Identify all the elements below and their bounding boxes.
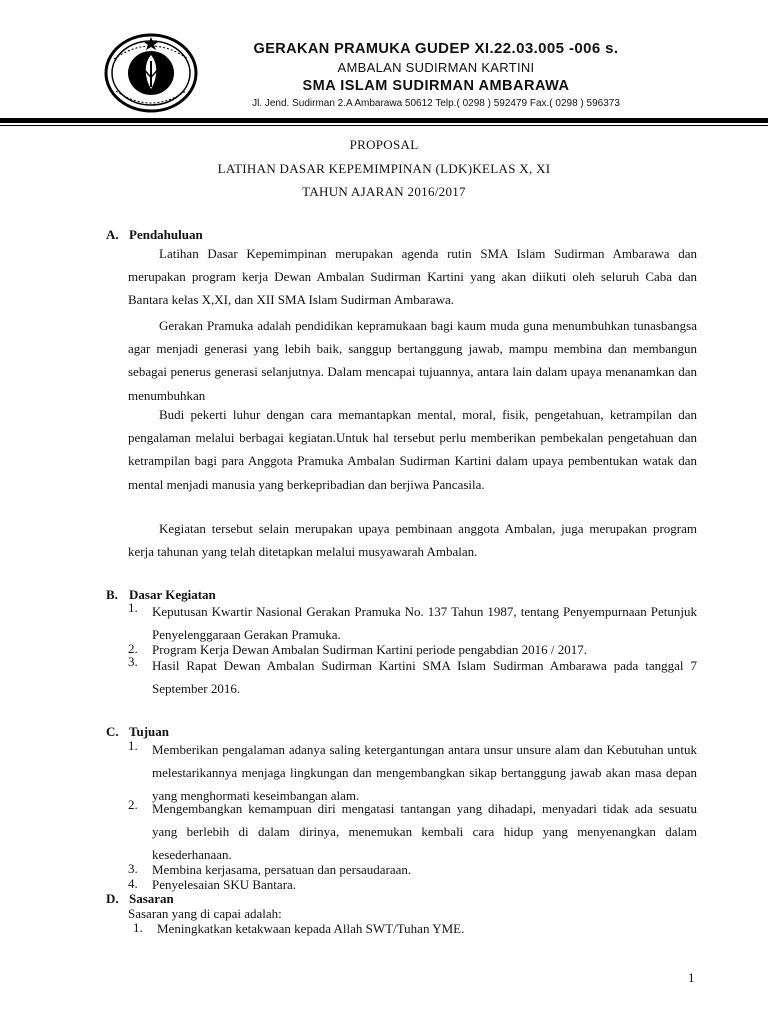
list-item <box>128 876 697 893</box>
list-number: 1. <box>133 920 143 935</box>
section-title: Tujuan <box>129 724 169 739</box>
list-text: Hasil Rapat Dewan Ambalan Sudirman Kartini SMA Islam Sudirman Ambarawa pada tanggal 7 September 2016. <box>152 658 697 696</box>
section-letter: D. <box>106 891 119 906</box>
document-title: PROPOSAL <box>349 137 419 152</box>
page-number: 1 <box>688 970 695 985</box>
section-title: Sasaran <box>129 891 174 906</box>
list-number: 2. <box>128 797 138 812</box>
letterhead-school: SMA ISLAM SUDIRMAN AMBARAWA <box>302 78 570 94</box>
list-text: Membina kerjasama, persatuan dan persaudaraan. <box>152 862 412 877</box>
paragraph: Budi pekerti luhur dengan cara memantapkan mental, moral, fisik, pengetahuan, ketrampilan dan pengalaman melalui berbagai kegiatan.Untuk hal tersebut perlu memberikan pembekalan pengetahuan dan ketrampilan bagi para Anggota Pramuka Ambalan Sudirman Kartini dalam upaya pembentukan watak dan mental menjadi manusia yang berkepribadian dan berjiwa Pancasila. <box>128 407 697 492</box>
document-subtitle: LATIHAN DASAR KEPEMIMPINAN (LDK)KELAS X, XI <box>217 161 551 176</box>
paragraph: Latihan Dasar Kepemimpinan merupakan agenda rutin SMA Islam Sudirman Ambarawa dan merupakan program kerja Dewan Ambalan Sudirman Kartini yang akan diikuti oleh seluruh Caba dan Bantara kelas X,XI, dan XII SMA Islam Sudirman Ambarawa. <box>128 246 697 308</box>
letterhead-divider-thin <box>0 125 768 126</box>
list-text: Mengembangkan kemampuan diri mengatasi tantangan yang dihadapi, menyadari tidak ada sesuatu yang berlebih di dalam dirinya, menemukan kembali cara hidup yang menyenangkan dalam kesederhanaan. <box>152 801 697 862</box>
letterhead-divider-thick <box>0 118 768 123</box>
section-letter: A. <box>106 227 119 242</box>
list-item <box>128 600 697 646</box>
list-number: 3. <box>128 861 138 876</box>
list-text: Program Kerja Dewan Ambalan Sudirman Kartini periode pengabdian 2016 / 2017. <box>152 642 588 657</box>
list-text: Penyelesaian SKU Bantara. <box>152 877 297 892</box>
list-number: 4. <box>128 876 138 891</box>
list-number: 2. <box>128 641 138 656</box>
list-text: Memberikan pengalaman adanya saling ketergantungan antara unsur unsure alam dan Kebutuhan untuk melestarikannya menjaga lingkungan dan mengembangkan sikap bertanggung jawab akan masa depan yang menghormati keseimbangan alam. <box>152 742 697 803</box>
list-item <box>128 654 697 700</box>
section-title: Pendahuluan <box>129 227 203 242</box>
section-title: Dasar Kegiatan <box>129 587 216 602</box>
list-number: 3. <box>128 654 138 669</box>
list-item <box>128 797 697 866</box>
org-name: GERAKAN PRAMUKA <box>253 41 411 57</box>
list-number: 1. <box>128 738 138 753</box>
section-letter: B. <box>106 587 118 602</box>
document-year: TAHUN AJARAN 2016/2017 <box>302 184 466 199</box>
section-intro: Sasaran yang di capai adalah: <box>128 906 282 921</box>
section-a-heading <box>106 227 203 243</box>
section-letter: C. <box>106 724 119 739</box>
paragraph: Kegiatan tersebut selain merupakan upaya pembinaan anggota Ambalan, juga merupakan program kerja tahunan yang telah ditetapkan melalui musyawarah Ambalan. <box>128 521 697 560</box>
pramuka-emblem-icon <box>104 33 198 113</box>
paragraph: Gerakan Pramuka adalah pendidikan kepramukaan bagi kaum muda guna menumbuhkan tunasbangsa agar menjadi generasi yang lebih baik, sanggup bertanggung jawab, mampu membina dan membangun sebagai penerus generasi selanjutnya. Dalam mencapai tujuannya, antara lain dalam upaya menanamkan dan menumbuhkan <box>128 318 697 403</box>
gudep-number: GUDEP XI.22.03.005 -006 s. <box>414 40 619 57</box>
section-d-heading <box>106 891 174 907</box>
list-number: 1. <box>128 600 138 615</box>
list-text: Keputusan Kwartir Nasional Gerakan Pramuka No. 137 Tahun 1987, tentang Penyempurnaan Petunjuk Penyelenggaraan Gerakan Pramuka. <box>152 604 697 642</box>
letterhead-org-line <box>216 40 656 57</box>
list-item <box>133 920 702 937</box>
letterhead-unit: AMBALAN SUDIRMAN KARTINI <box>337 60 535 75</box>
list-text: Meningkatkan ketakwaan kepada Allah SWT/Tuhan YME. <box>157 921 465 936</box>
letterhead-address: Jl. Jend. Sudirman 2.A Ambarawa 50612 Telp.( 0298 ) 592479 Fax.( 0298 ) 596373 <box>252 98 620 109</box>
